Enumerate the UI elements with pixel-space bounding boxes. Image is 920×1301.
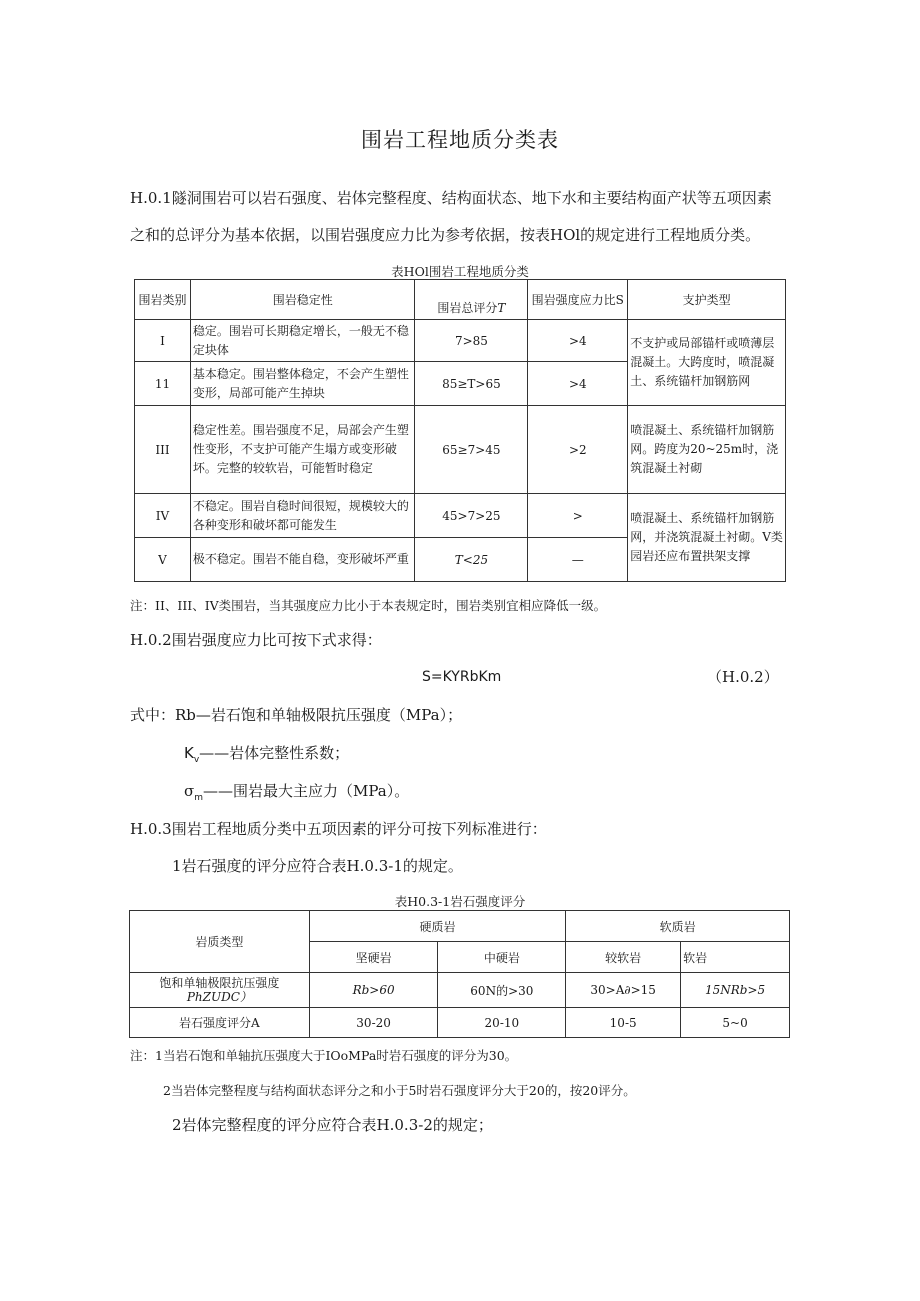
h02-where-rb: 式中：Rb—岩石饱和单轴极限抗压强度（MPa）； [130, 706, 463, 724]
rock-type-header: 岩质类型 [130, 911, 310, 973]
hard-rock-header: 硬质岩 [309, 911, 566, 942]
row-score: 85≥T>65 [415, 362, 528, 406]
table1-note: 注：II、III、IV类围岩，当其强度应力比小于本表规定时，围岩类别宜相应降低一级。 [130, 598, 607, 613]
row-ratio: >4 [528, 320, 628, 362]
table2-caption: 表H0.3-1岩石强度评分 [394, 894, 526, 909]
row-stability: 极不稳定。围岩不能自稳，变形破坏严重 [190, 538, 415, 582]
header-total-score-label: 围岩总评分 [437, 301, 498, 315]
row-score: 65≥7>45 [415, 406, 528, 494]
row-category: I [135, 320, 191, 362]
score-value: 10-5 [566, 1008, 681, 1038]
h03-item1: 1岩石强度的评分应符合表H.0.3-1的规定。 [172, 857, 463, 875]
header-category: 围岩类别 [135, 280, 191, 320]
kv-symbol: K [184, 744, 194, 762]
row-score: 45>7>25 [415, 494, 528, 538]
sub-header-soft: 软岩 [681, 942, 790, 973]
table-row [135, 320, 786, 362]
item2: 2岩体完整程度的评分应符合表H.0.3-2的规定； [172, 1116, 493, 1134]
row-ratio: >4 [528, 362, 628, 406]
strength-value: 15NRb>5 [681, 973, 790, 1008]
rock-strength-table [129, 910, 790, 1038]
header-ratio: 围岩强度应力比S [528, 280, 628, 320]
support-group-2: 喷混凝土、系统锚杆加钢筋网。跨度为20~25m时，浇筑混凝土衬砌 [628, 406, 786, 494]
strength-value: 60N的>30 [438, 973, 566, 1008]
sigma-subscript: m [194, 793, 204, 803]
h02-heading: H.0.2围岩强度应力比可按下式求得： [130, 631, 382, 649]
h01-line2: 之和的总评分为基本依据，以围岩强度应力比为参考依据，按表HOl的规定进行工程地质分类。 [130, 226, 761, 244]
row-stability: 基本稳定。围岩整体稳定，不会产生塑性变形，局部可能产生掉块 [190, 362, 415, 406]
h02-sigma-line [184, 781, 409, 808]
support-group-1: 不支护或局部锚杆或喷薄层混凝土。大跨度时，喷混凝土、系统锚杆加钢筋网 [628, 320, 786, 406]
score-value: 5~0 [681, 1008, 790, 1038]
sigma-definition: ——围岩最大主应力（MPa）。 [203, 782, 410, 800]
row-stability: 稳定。围岩可长期稳定增长，一般无不稳定块体 [190, 320, 415, 362]
strength-value: Rb>60 [309, 973, 438, 1008]
row-score: 7>85 [415, 320, 528, 362]
row-ratio: >2 [528, 406, 628, 494]
support-group-3: 喷混凝土、系统锚杆加钢筋网，并浇筑混凝土衬砌。V类园岩还应布置拱架支撑 [628, 494, 786, 582]
h03-heading: H.0.3围岩工程地质分类中五项因素的评分可按下列标准进行： [130, 820, 547, 838]
kv-definition: ——岩体完整性系数； [199, 744, 350, 762]
h01-line1: H.0.1隧洞围岩可以岩石强度、岩体完整程度、结构面状态、地下水和主要结构面产状等五项因素 [130, 189, 772, 207]
header-stability: 围岩稳定性 [190, 280, 415, 320]
rock-classification-table [134, 279, 786, 582]
h02-formula-number: （H.0.2） [707, 668, 779, 686]
soft-rock-header: 软质岩 [566, 911, 790, 942]
table-row [135, 406, 786, 494]
score-value: 20-10 [438, 1008, 566, 1038]
strength-value: 30>A∂>15 [566, 973, 681, 1008]
score-label: 岩石强度评分A [130, 1008, 310, 1038]
strength-label-line2: PhZUDC） [186, 990, 252, 1004]
row-score: T<25 [415, 538, 528, 582]
sub-header-medium-soft: 较软岩 [566, 942, 681, 973]
table1-caption: 表HOl围岩工程地质分类 [391, 264, 529, 279]
row-stability: 不稳定。围岩自稳时间很短，规模较大的各种变形和破坏都可能发生 [190, 494, 415, 538]
score-value: 30-20 [309, 1008, 438, 1038]
row-category: IV [135, 494, 191, 538]
sub-header-very-hard: 坚硬岩 [309, 942, 438, 973]
strength-label-line1: 饱和单轴极限抗压强度 [159, 976, 280, 990]
h02-kv-line [184, 743, 349, 770]
row-category: 11 [135, 362, 191, 406]
page-title: 围岩工程地质分类表 [361, 128, 559, 152]
sigma-symbol: σ [184, 782, 195, 800]
strength-label [130, 973, 310, 1008]
table-row [130, 1008, 790, 1038]
table2-note1: 注：1当岩石饱和单轴抗压强度大于IOoMPa时岩石强度的评分为30。 [130, 1048, 518, 1063]
h02-formula: S=KYRbKm [422, 669, 502, 685]
header-support: 支护类型 [628, 280, 786, 320]
row-stability: 稳定性差。围岩强度不足，局部会产生塑性变形，不支护可能产生塌方或变形破坏。完整的较软岩，可能暂时稳定 [190, 406, 415, 494]
table2-note2: 2当岩体完整程度与结构面状态评分之和小于5时岩石强度评分大于20的，按20评分。 [163, 1083, 636, 1098]
kv-subscript: v [193, 755, 200, 765]
header-total-score [415, 280, 528, 320]
row-category: V [135, 538, 191, 582]
table-row [135, 494, 786, 538]
table-row [130, 973, 790, 1008]
row-ratio: — [528, 538, 628, 582]
sub-header-medium-hard: 中硬岩 [438, 942, 566, 973]
row-ratio: > [528, 494, 628, 538]
header-total-score-symbol: T [497, 301, 506, 315]
row-category: III [135, 406, 191, 494]
